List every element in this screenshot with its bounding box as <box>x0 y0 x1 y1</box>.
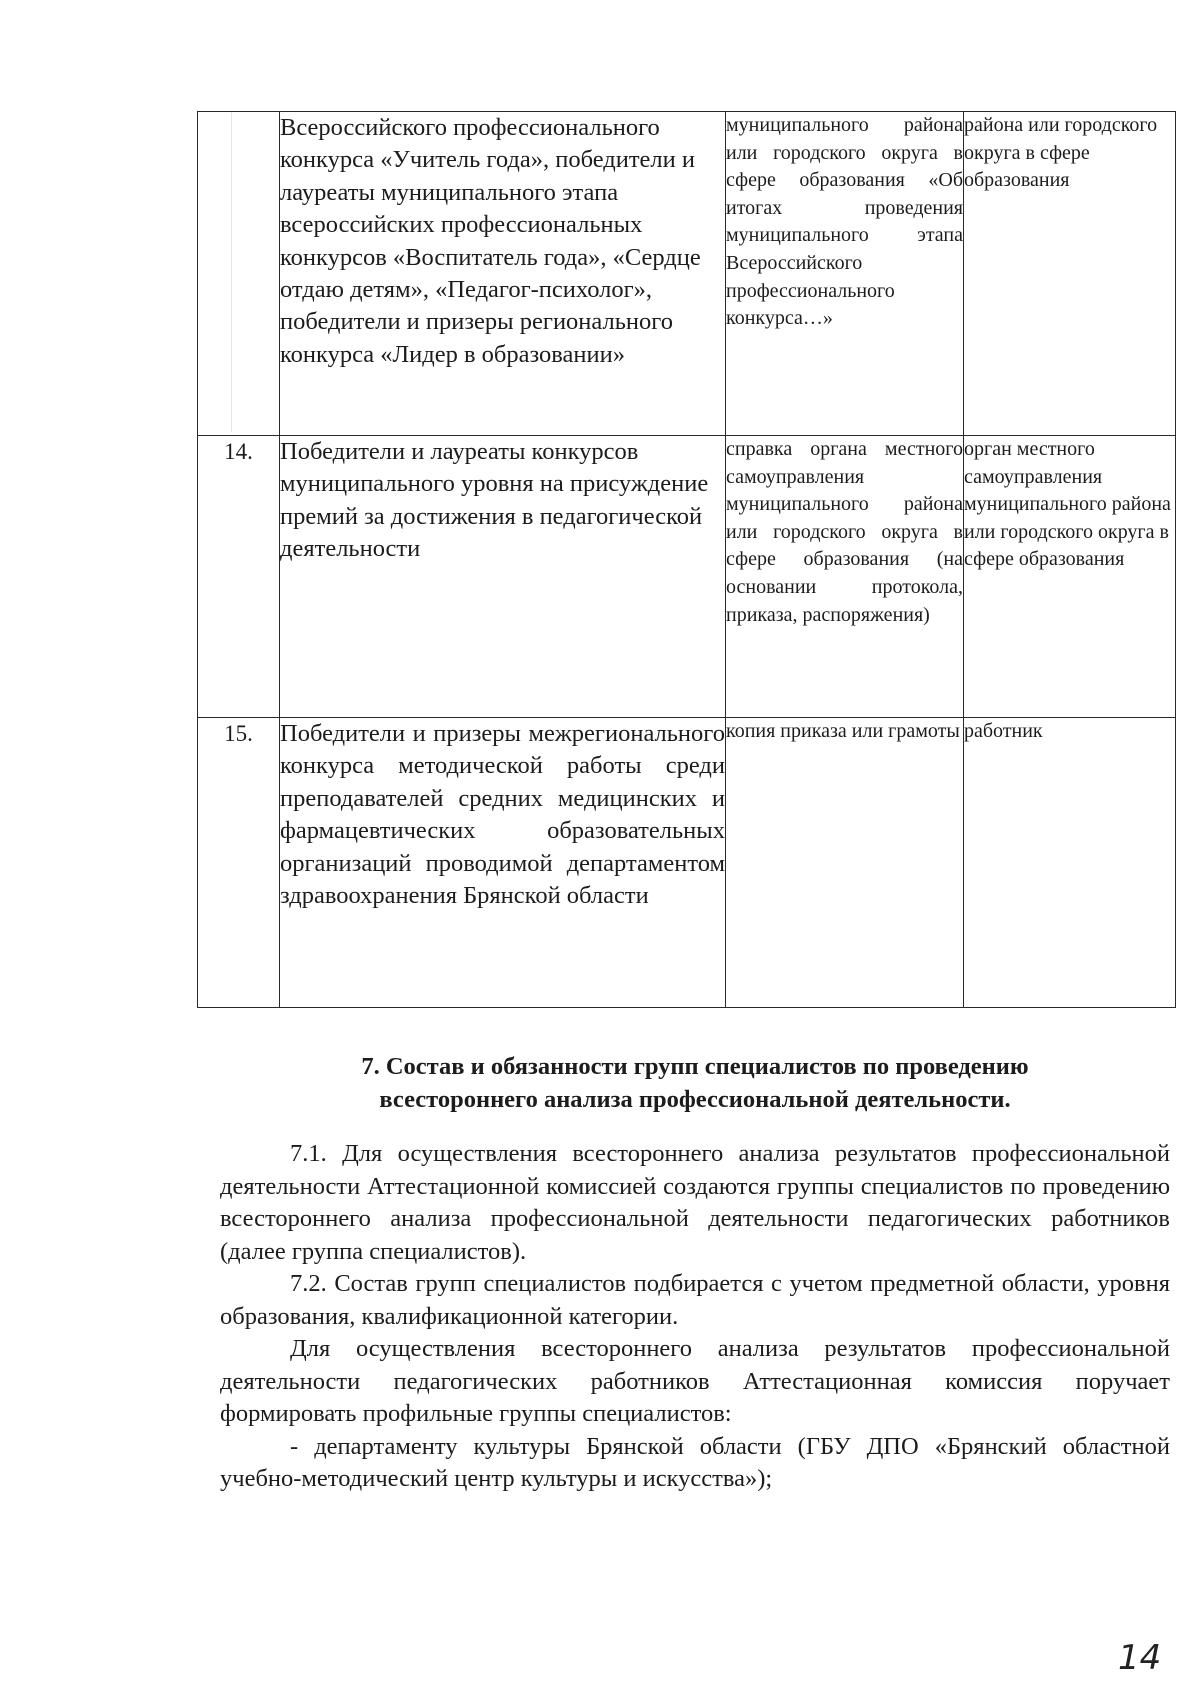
section-title-line: 7. Состав и обязанности групп специалистов по проведению <box>361 1053 1029 1080</box>
section-title <box>220 1050 1170 1116</box>
page-number: 14 <box>1118 1638 1162 1678</box>
row-number: 15. <box>198 718 280 1008</box>
issuing-organization: орган местного самоуправления муниципального района или городского округа в сфере образования <box>964 436 1176 718</box>
paragraph-7-1: 7.1. Для осуществления всестороннего анализа результатов профессиональной деятельности Аттестационной комиссией создаются группы специалистов по проведению всестороннего анализа профессиональной деятельности педагогических работников (далее группа специалистов). <box>220 1140 1170 1265</box>
table-row <box>198 718 1176 1008</box>
section-7 <box>220 1050 1170 1496</box>
table-row <box>198 112 1176 436</box>
paragraph-commission: Для осуществления всестороннего анализа результатов профессиональной деятельности педагогических работников Аттестационная комиссия поручает формировать профильные группы специалистов: <box>220 1335 1170 1427</box>
confirming-document: муниципального района или городского округа в сфере образования «Об итогах проведения муниципального этапа Всероссийского профессионального конкурса…» <box>726 112 964 436</box>
achievement-description: Всероссийского профессионального конкурса «Учитель года», победители и лауреаты муниципального этапа всероссийских профессиональных конкурсов «Воспитатель года», «Сердце отдаю детям», «Педагог-психолог», победители и призеры регионального конкурса «Лидер в образовании» <box>280 112 726 436</box>
section-title-line: всестороннего анализа профессиональной деятельности. <box>379 1086 1011 1113</box>
confirming-document: копия приказа или грамоты <box>726 718 964 1008</box>
table-row <box>198 436 1176 718</box>
paragraph-culture-department: - департаменту культуры Брянской области (ГБУ ДПО «Брянский областной учебно-методический центр культуры и искусства»); <box>220 1432 1170 1492</box>
issuing-organization: района или городского округа в сфере образования <box>964 112 1176 436</box>
paragraph-7-2: 7.2. Состав групп специалистов подбирается с учетом предметной области, уровня образования, квалификационной категории. <box>220 1270 1170 1330</box>
row-number: 14. <box>198 436 280 718</box>
issuing-organization: работник <box>964 718 1176 1008</box>
achievement-description: Победители и призеры межрегионального конкурса методической работы среди преподавателей средних медицинских и фармацевтических образовательных организаций проводимой департаментом здравоохранения Брянской области <box>280 718 726 1008</box>
row-number <box>198 112 280 436</box>
achievement-description: Победители и лауреаты конкурсов муниципального уровня на присуждение премий за достижения в педагогической деятельности <box>280 436 726 718</box>
confirming-document: справка органа местного самоуправления муниципального района или городского округа в сфере образования (на основании протокола, приказа, распоряжения) <box>726 436 964 718</box>
criteria-table <box>197 111 1176 1008</box>
